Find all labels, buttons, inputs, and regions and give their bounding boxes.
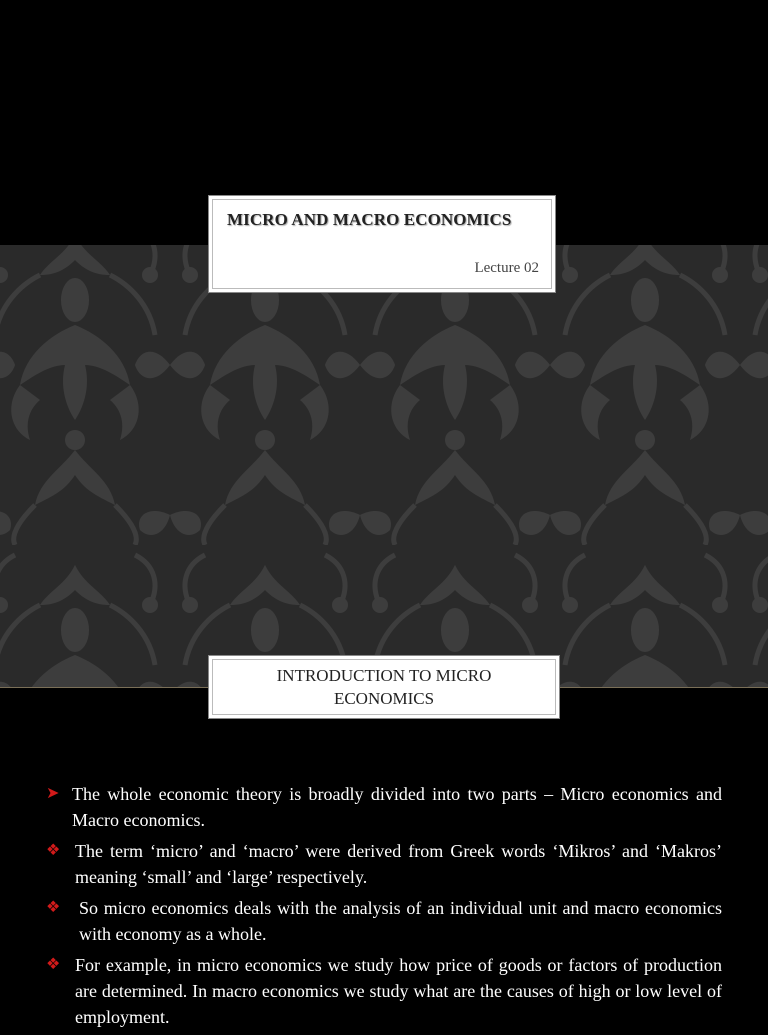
list-item xyxy=(46,781,722,833)
diamond-bullet-icon: ❖ xyxy=(46,899,61,916)
bullet-list xyxy=(46,781,722,1035)
damask-pattern xyxy=(0,245,768,688)
list-item xyxy=(46,895,722,947)
list-item xyxy=(46,952,722,1030)
diamond-bullet-icon: ❖ xyxy=(46,842,61,859)
diamond-bullet-icon: ❖ xyxy=(46,956,61,973)
slide-title: MICRO AND MACRO ECONOMICS xyxy=(227,210,512,229)
section-title: INTRODUCTION TO MICRO ECONOMICS xyxy=(276,666,492,708)
slide-subtitle: Lecture 02 xyxy=(474,260,539,276)
section-title-box xyxy=(208,655,560,719)
damask-pattern-band xyxy=(0,245,768,688)
bullet-text: For example, in micro economics we study how price of goods or factors of production are determined. In macro economics we study what are the causes of high or low level of employment. xyxy=(75,955,722,1027)
title-box xyxy=(208,195,556,293)
list-item xyxy=(46,838,722,890)
arrow-bullet-icon: ➤ xyxy=(46,785,60,802)
bullet-text: So micro economics deals with the analysis of an individual unit and macro economics with economy as a whole. xyxy=(79,898,722,944)
bullet-text: The term ‘micro’ and ‘macro’ were derived from Greek words ‘Mikros’ and ‘Makros’ meaning ‘small’ and ‘large’ respectively. xyxy=(75,841,722,887)
bullet-text: The whole economic theory is broadly divided into two parts – Micro economics and Macro economics. xyxy=(72,784,722,830)
